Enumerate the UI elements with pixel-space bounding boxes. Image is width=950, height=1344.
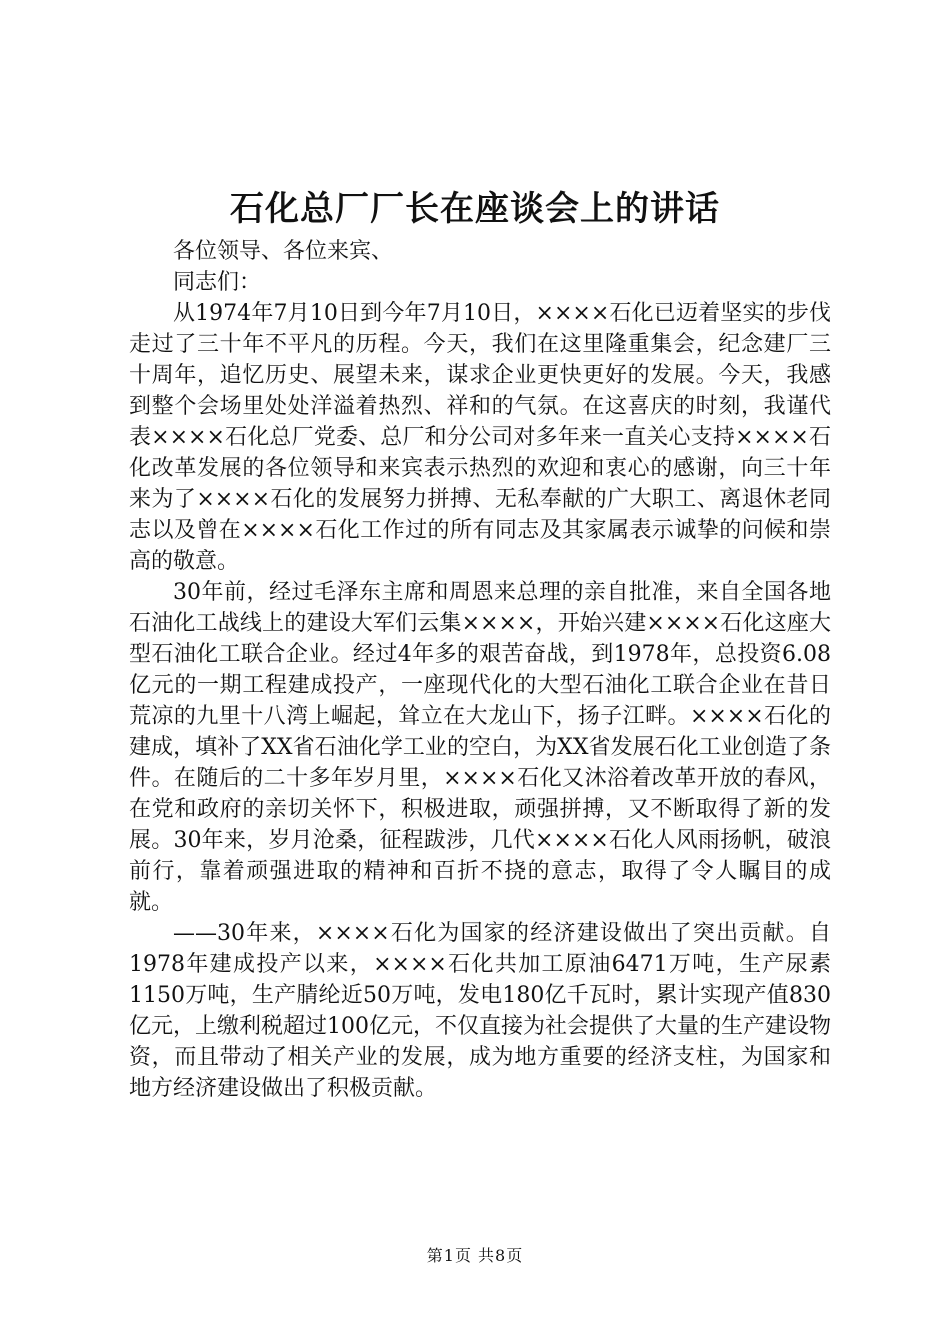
paragraph-2: 30年前，经过毛泽东主席和周恩来总理的亲自批准，来自全国各地石油化工战线上的建设大军们云集××××，开始兴建××××石化这座大型石油化工联合企业。经过4年多的艰苦奋战，到1978年，总投资6.08亿元的一期工程建成投产，一座现代化的大型石油化工联合企业在昔日荒凉的九里十八湾上崛起，耸立在大龙山下，扬子江畔。××××石化的建成，填补了XX省石油化学工业的空白，为XX省发展石化工业创造了条件。在随后的二十多年岁月里，××××石化又沐浴着改革开放的春风，在党和政府的亲切关怀下，积极进取，顽强拼搏，又不断取得了新的发展。30年来，岁月沧桑，征程跋涉，几代××××石化人风雨扬帆，破浪前行，靠着顽强进取的精神和百折不挠的意志，取得了令人瞩目的成就。	[129, 580, 831, 915]
salutation-line-2: 同志们：	[173, 270, 262, 295]
document-body	[129, 236, 831, 1104]
document-title: 石化总厂厂长在座谈会上的讲话	[230, 189, 720, 229]
salutation-line-1: 各位领导、各位来宾、	[173, 239, 394, 264]
paragraph-3: ——30年来，××××石化为国家的经济建设做出了突出贡献。自1978年建成投产以来，××××石化共加工原油6471万吨，生产尿素1150万吨，生产腈纶近50万吨，发电180亿千瓦时，累计实现产值830亿元，上缴利税超过100亿元，不仅直接为社会提供了大量的生产建设物资，而且带动了相关产业的发展，成为地方重要的经济支柱，为国家和地方经济建设做出了积极贡献。	[129, 921, 831, 1101]
page-number-footer: 第1页 共8页	[426, 1246, 524, 1265]
paragraph-1: 从1974年7月10日到今年7月10日，××××石化已迈着坚实的步伐走过了三十年不平凡的历程。今天，我们在这里隆重集会，纪念建厂三十周年，追忆历史、展望未来，谋求企业更快更好的发展。今天，我感到整个会场里处处洋溢着热烈、祥和的气氛。在这喜庆的时刻，我谨代表××××石化总厂党委、总厂和分公司对多年来一直关心支持××××石化改革发展的各位领导和来宾表示热烈的欢迎和衷心的感谢，向三十年来为了××××石化的发展努力拼搏、无私奉献的广大职工、离退休老同志以及曾在××××石化工作过的所有同志及其家属表示诚挚的问候和崇高的敬意。	[129, 301, 831, 574]
